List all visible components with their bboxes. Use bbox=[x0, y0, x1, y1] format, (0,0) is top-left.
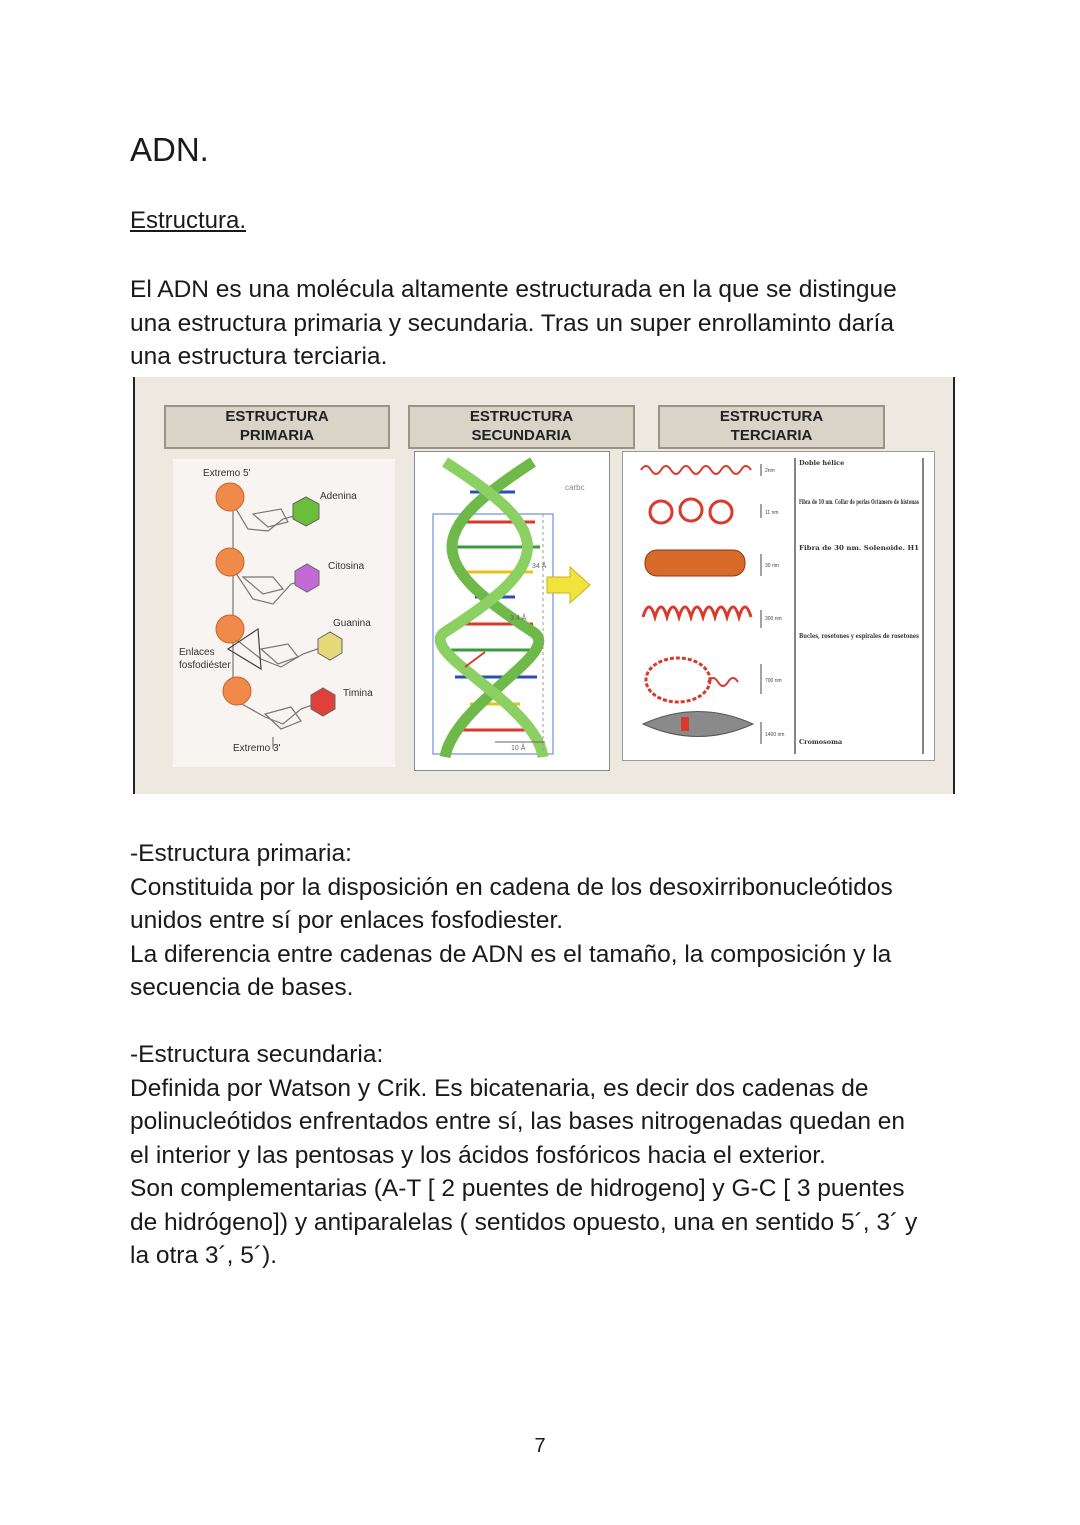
body-line: secuencia de bases. bbox=[130, 974, 354, 1001]
bond-line bbox=[233, 504, 301, 531]
intro-line: El ADN es una molécula altamente estructurada en la que se distingue bbox=[130, 276, 897, 303]
section-subheading: -Estructura secundaria: bbox=[130, 1041, 384, 1068]
loop-tail bbox=[708, 678, 738, 686]
cytosine-base bbox=[295, 564, 319, 592]
nucleosome bbox=[680, 499, 702, 521]
desc-double-helix: Doble hélice bbox=[799, 459, 845, 467]
chromatin-diagram bbox=[623, 452, 934, 760]
bond-line bbox=[233, 699, 323, 724]
label-primary bbox=[164, 405, 390, 449]
body-line: unidos entre sí por enlaces fosfodiester. bbox=[130, 907, 564, 934]
scale-label: 11 nm bbox=[765, 510, 779, 516]
desc-10nm-fiber: Fibra de 10 nm. Collar de perlas Octámero de histonas bbox=[799, 498, 920, 506]
guanina-label: Guanina bbox=[333, 618, 371, 629]
label-primary-line2: PRIMARIA bbox=[239, 427, 315, 444]
scale-label: 2nm bbox=[765, 468, 775, 474]
adenina-label: Adenina bbox=[320, 491, 357, 502]
phosphate-group bbox=[223, 677, 251, 705]
primary-structure-section bbox=[130, 837, 960, 1005]
sugar-ring bbox=[265, 707, 301, 729]
desc-30nm-fiber: Fibra de 30 nm. Solenoide. H1 bbox=[799, 544, 919, 552]
body-line: Definida por Watson y Crik. Es bicatenaria, es decir dos cadenas de bbox=[130, 1074, 869, 1102]
carbon-label: carbc bbox=[565, 483, 585, 492]
nucleosome bbox=[650, 501, 672, 523]
intro-line: una estructura terciaria. bbox=[130, 343, 388, 370]
rosette bbox=[646, 658, 710, 702]
primary-structure-diagram bbox=[173, 459, 395, 767]
dna-structure-figure bbox=[133, 377, 955, 794]
thymine-base bbox=[311, 688, 335, 716]
double-helix-strand bbox=[641, 466, 751, 474]
rise-label: 3.4 Å bbox=[510, 615, 527, 622]
loop-fiber bbox=[643, 607, 751, 617]
tertiary-structure-panel bbox=[622, 451, 935, 761]
sugar-ring bbox=[243, 577, 283, 594]
enlaces-label: Enlaces bbox=[179, 647, 215, 658]
body-line: La diferencia entre cadenas de ADN es el tamaño, la composición y la bbox=[130, 940, 892, 968]
page-number: 7 bbox=[534, 1435, 546, 1457]
body-line: Constituida por la disposición en cadena de los desoxirribonucleótidos bbox=[130, 873, 893, 901]
phosphate-group bbox=[216, 483, 244, 511]
chromosome bbox=[643, 712, 753, 737]
label-secondary bbox=[408, 405, 635, 449]
body-line: de hidrógeno]) y antiparalelas ( sentidos opuesto, una en sentido 5´, 3´ y bbox=[130, 1208, 918, 1236]
scale-label: 700 nm bbox=[765, 678, 782, 684]
desc-chromosome: Cromosoma bbox=[799, 738, 843, 746]
scale-label: 1400 nm bbox=[765, 732, 785, 738]
intro-paragraph bbox=[130, 273, 960, 374]
dna-strand-1 bbox=[445, 462, 539, 757]
solenoid-fiber bbox=[645, 550, 745, 576]
diameter-label: 10 Å bbox=[511, 745, 526, 752]
secondary-structure-panel bbox=[414, 451, 610, 771]
extremo-5-label: Extremo 5' bbox=[203, 468, 251, 479]
phosphate-group bbox=[216, 615, 244, 643]
extremo-3-label: Extremo 3' bbox=[233, 743, 281, 754]
bond-line bbox=[233, 637, 323, 667]
sugar-ring bbox=[253, 509, 288, 527]
citosina-label: Citosina bbox=[328, 561, 365, 572]
pitch-label: 34 Å bbox=[532, 563, 547, 570]
label-primary-line1: ESTRUCTURA bbox=[225, 408, 329, 425]
centromere bbox=[681, 717, 689, 731]
desc-loops: Bucles, rosetones y espirales de rosetones bbox=[799, 632, 920, 640]
phosphate-group bbox=[216, 548, 244, 576]
scale-label: 300 nm bbox=[765, 616, 782, 622]
section-subheading: -Estructura primaria: bbox=[130, 840, 352, 867]
label-tertiary-line1: ESTRUCTURA bbox=[719, 408, 824, 425]
guanine-base bbox=[318, 632, 342, 660]
label-tertiary bbox=[658, 405, 885, 449]
secondary-structure-section bbox=[130, 1038, 960, 1273]
section-heading: Estructura. bbox=[130, 207, 247, 234]
scale-label: 30 nm bbox=[765, 563, 779, 569]
body-line: Son complementarias (A-T [ 2 puentes de hidrogeno] y G-C [ 3 puentes bbox=[130, 1175, 905, 1202]
body-line: el interior y las pentosas y los ácidos fosfóricos hacia el exterior. bbox=[130, 1141, 826, 1169]
page-title: ADN. bbox=[130, 131, 209, 168]
primary-structure-panel bbox=[173, 459, 395, 767]
label-tertiary-line2: TERCIARIA bbox=[730, 427, 813, 444]
fosfodiester-label: fosfodiéster bbox=[179, 660, 231, 671]
body-line: la otra 3´, 5´). bbox=[130, 1242, 278, 1269]
intro-line: una estructura primaria y secundaria. Tras un super enrollaminto daría bbox=[130, 309, 894, 337]
timina-label: Timina bbox=[343, 688, 373, 699]
label-secondary-line1: ESTRUCTURA bbox=[469, 408, 574, 425]
direction-arrow bbox=[465, 652, 485, 667]
double-helix-diagram bbox=[415, 452, 609, 770]
nucleosome bbox=[710, 501, 732, 523]
adenine-base bbox=[293, 497, 319, 526]
body-line: polinucleótidos enfrentados entre sí, las bases nitrogenadas quedan en bbox=[130, 1108, 906, 1135]
label-secondary-line2: SECUNDARIA bbox=[471, 427, 572, 444]
